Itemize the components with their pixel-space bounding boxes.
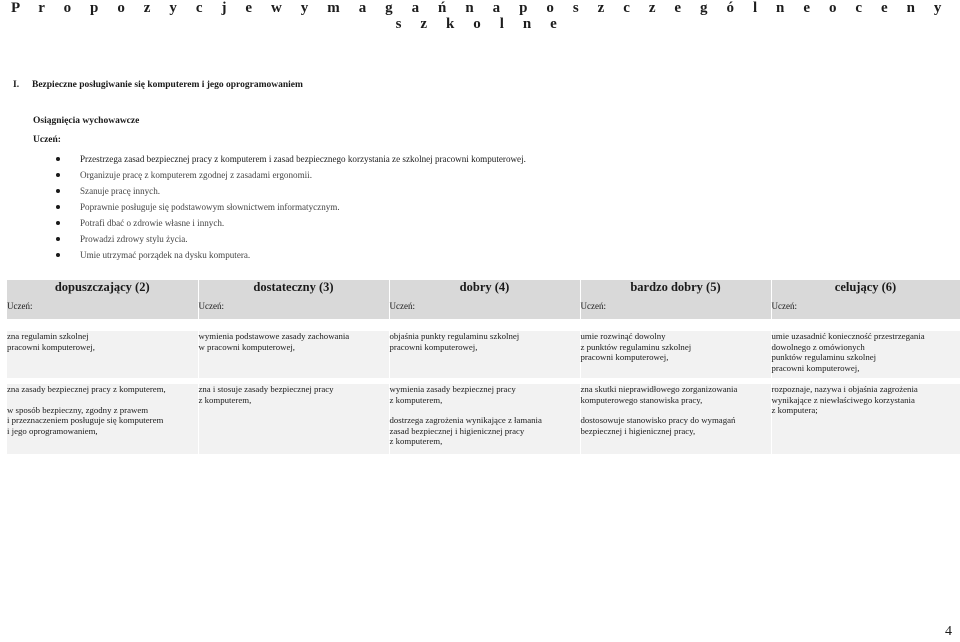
achievements-list: [56, 154, 526, 266]
achievements-uczen-label: Uczeń:: [33, 135, 61, 145]
list-item: Poprawnie posługuje się podstawowym słownictwem informatycznym.: [56, 202, 526, 218]
table-cell: umie uzasadnić konieczność przestrzegania dowolnego z omówionych punktów regulaminu szkolnej pracowni komputerowej,: [771, 331, 960, 378]
bullet-icon: [56, 157, 60, 161]
grade-header: dostateczny (3): [198, 280, 389, 301]
uczen-label: Uczeń:: [771, 301, 960, 319]
section-title: Bezpieczne posługiwanie się komputerem i jego oprogramowaniem: [32, 80, 303, 90]
achievements-heading: Osiągnięcia wychowawcze: [33, 116, 140, 126]
table-cell: objaśnia punkty regulaminu szkolnej pracowni komputerowej,: [389, 331, 580, 378]
table-cell: rozpoznaje, nazywa i objaśnia zagrożenia wynikające z niewłaściwego korzystania z komputera;: [771, 384, 960, 454]
table-cell: wymienia zasady bezpiecznej pracy z komputerem, dostrzega zagrożenia wynikające z łamania zasad bezpiecznej i higienicznej pracy z komputerem,: [389, 384, 580, 454]
uczen-label: Uczeń:: [580, 301, 771, 319]
table-cell: umie rozwinąć dowolny z punktów regulaminu szkolnej pracowni komputerowej,: [580, 331, 771, 378]
uczen-row: [7, 301, 960, 319]
list-item: Przestrzega zasad bezpiecznej pracy z komputerem i zasad bezpiecznego korzystania ze szkolnej pracowni komputerowej.: [56, 154, 526, 170]
table-row: [7, 384, 960, 454]
table-cell: zna zasady bezpiecznej pracy z komputerem, w sposób bezpieczny, zgodny z prawem i przeznaczeniem posługuje się komputerem i jego oprogramowaniem,: [7, 384, 198, 454]
table-cell: wymienia podstawowe zasady zachowania w pracowni komputerowej,: [198, 331, 389, 378]
table-cell: zna i stosuje zasady bezpiecznej pracy z komputerem,: [198, 384, 389, 454]
grade-header: celujący (6): [771, 280, 960, 301]
table-cell: zna skutki nieprawidłowego zorganizowania komputerowego stanowiska pracy, dostosowuje stanowisko pracy do wymagań bezpiecznej i higienicznej pracy,: [580, 384, 771, 454]
table-cell: zna regulamin szkolnej pracowni komputerowej,: [7, 331, 198, 378]
bullet-icon: [56, 237, 60, 241]
document-title: P r o p o z y c j e w y m a g a ń n a p o s z c z e g ó l n e o c e n y s z k o l n e: [10, 0, 950, 32]
list-item: Organizuje pracę z komputerem zgodnej z zasadami ergonomii.: [56, 170, 526, 186]
grade-header: dobry (4): [389, 280, 580, 301]
bullet-icon: [56, 253, 60, 257]
list-item: Szanuje pracę innych.: [56, 186, 526, 202]
grade-header: bardzo dobry (5): [580, 280, 771, 301]
bullet-icon: [56, 189, 60, 193]
uczen-label: Uczeń:: [389, 301, 580, 319]
bullet-icon: [56, 173, 60, 177]
grade-header: dopuszczający (2): [7, 280, 198, 301]
grades-header-row: [7, 280, 960, 301]
uczen-label: Uczeń:: [198, 301, 389, 319]
page-number: 4: [945, 624, 952, 639]
section-heading: [13, 80, 303, 90]
section-number: I.: [13, 80, 20, 90]
grades-table: [7, 280, 960, 454]
list-item: Prowadzi zdrowy stylu życia.: [56, 234, 526, 250]
table-row: [7, 331, 960, 378]
list-item: Umie utrzymać porządek na dysku komputera.: [56, 250, 526, 266]
bullet-icon: [56, 205, 60, 209]
bullet-icon: [56, 221, 60, 225]
uczen-label: Uczeń:: [7, 301, 198, 319]
list-item: Potrafi dbać o zdrowie własne i innych.: [56, 218, 526, 234]
